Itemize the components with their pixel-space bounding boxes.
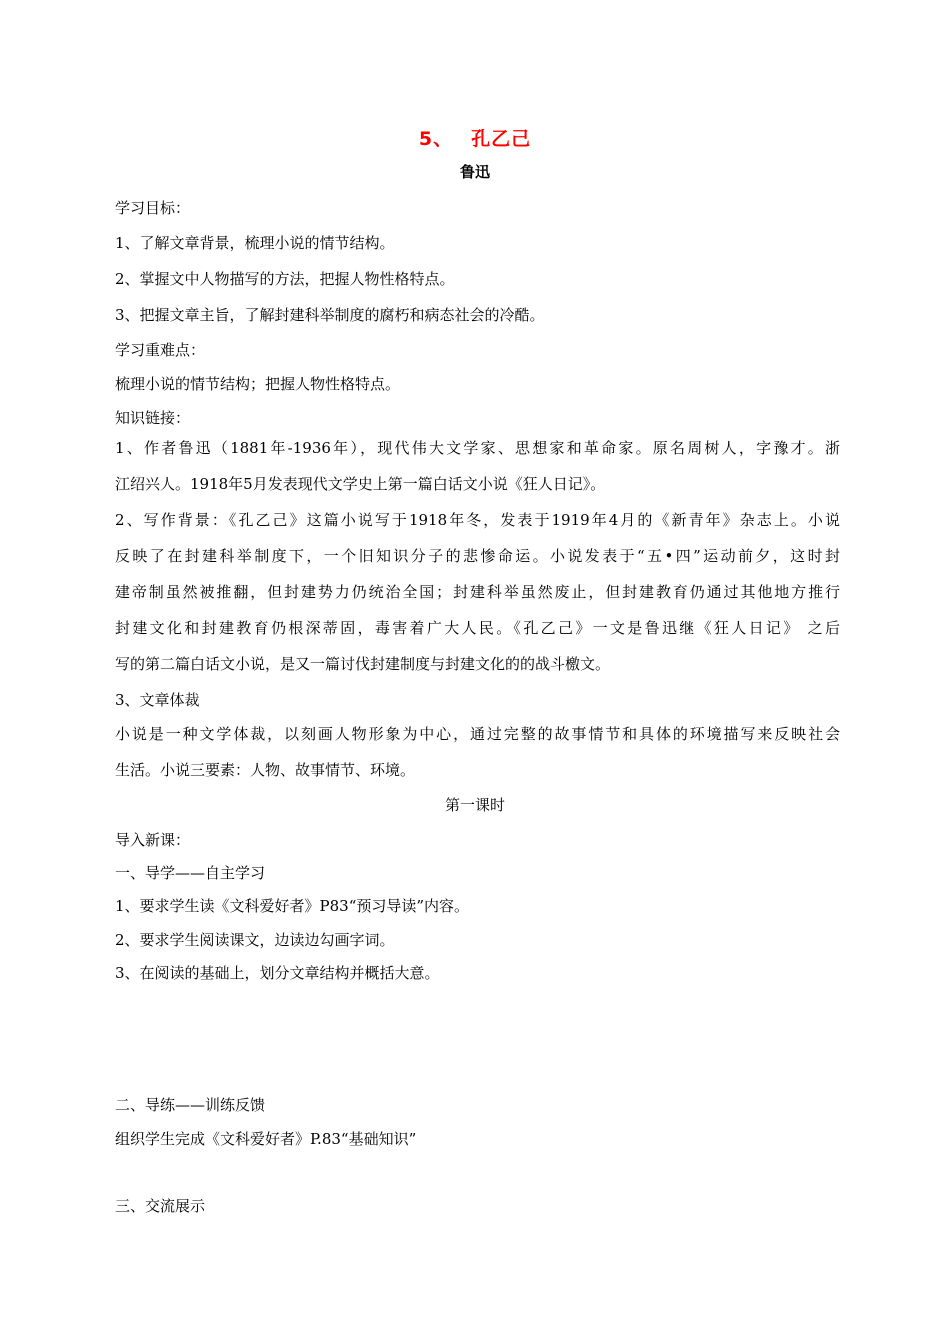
heading-introduction: 导入新课： xyxy=(115,831,191,849)
study-step-3: 3、在阅读的基础上，划分文章结构并概括大意。 xyxy=(115,964,440,982)
practice-instruction: 组织学生完成《文科爱好者》P.83“基础知识” xyxy=(115,1130,417,1148)
heading-learning-objectives: 学习目标： xyxy=(115,199,191,217)
study-step-1: 1、要求学生读《文科爱好者》P83“预习导读”内容。 xyxy=(115,897,470,915)
objective-item-1: 1、了解文章背景，梳理小说的情节结构。 xyxy=(115,234,395,252)
author-name: 鲁迅 xyxy=(459,163,490,181)
background-line: 封建文化和封建教育仍根深蒂固，毒害着广大人民。《孔乙己》一文是鲁迅继《狂人日记》 之后 xyxy=(115,619,840,637)
lesson-period-heading: 第一课时 xyxy=(444,796,505,814)
background-line: 2、写作背景：《孔乙己》这篇小说写于1918年冬，发表于1919年4月的《新青年》杂志上。小说 xyxy=(115,511,840,529)
lesson-name: 孔乙己 xyxy=(471,128,532,150)
background-line: 建帝制虽然被推翻，但封建势力仍统治全国；封建科举虽然废止，但封建教育仍通过其他地方推行 xyxy=(115,583,840,601)
section-exchange-display: 三、交流展示 xyxy=(115,1197,206,1215)
author-intro-line: 江绍兴人。1918年5月发表现代文学史上第一篇白话文小说《狂人日记》。 xyxy=(115,475,606,493)
author-intro-line: 1、作者鲁迅（1881年-1936年），现代伟大文学家、思想家和革命家。原名周树人，字豫才。浙 xyxy=(115,439,840,457)
lesson-title xyxy=(0,124,950,151)
heading-genre: 3、文章体裁 xyxy=(115,691,200,709)
key-points-text: 梳理小说的情节结构；把握人物性格特点。 xyxy=(115,375,401,393)
lesson-number: 5、 xyxy=(418,128,454,150)
background-line: 反映了在封建科举制度下，一个旧知识分子的悲惨命运。小说发表于“五•四”运动前夕，这时封 xyxy=(115,547,840,565)
heading-knowledge-link: 知识链接： xyxy=(115,409,191,427)
objective-item-3: 3、把握文章主旨，了解封建科举制度的腐朽和病态社会的冷酷。 xyxy=(115,306,545,324)
objective-item-2: 2、掌握文中人物描写的方法，把握人物性格特点。 xyxy=(115,270,455,288)
genre-line: 小说是一种文学体裁，以刻画人物形象为中心，通过完整的故事情节和具体的环境描写来反映社会 xyxy=(115,725,840,743)
section-guided-study: 一、导学——自主学习 xyxy=(115,864,266,882)
study-step-2: 2、要求学生阅读课文，边读边勾画字词。 xyxy=(115,931,395,949)
section-practice-feedback: 二、导练——训练反馈 xyxy=(115,1096,266,1114)
genre-line: 生活。小说三要素：人物、故事情节、环境。 xyxy=(115,761,416,779)
background-line: 写的第二篇白话文小说，是又一篇讨伐封建制度与封建文化的的战斗檄文。 xyxy=(115,655,611,673)
heading-key-points: 学习重难点： xyxy=(115,341,206,359)
